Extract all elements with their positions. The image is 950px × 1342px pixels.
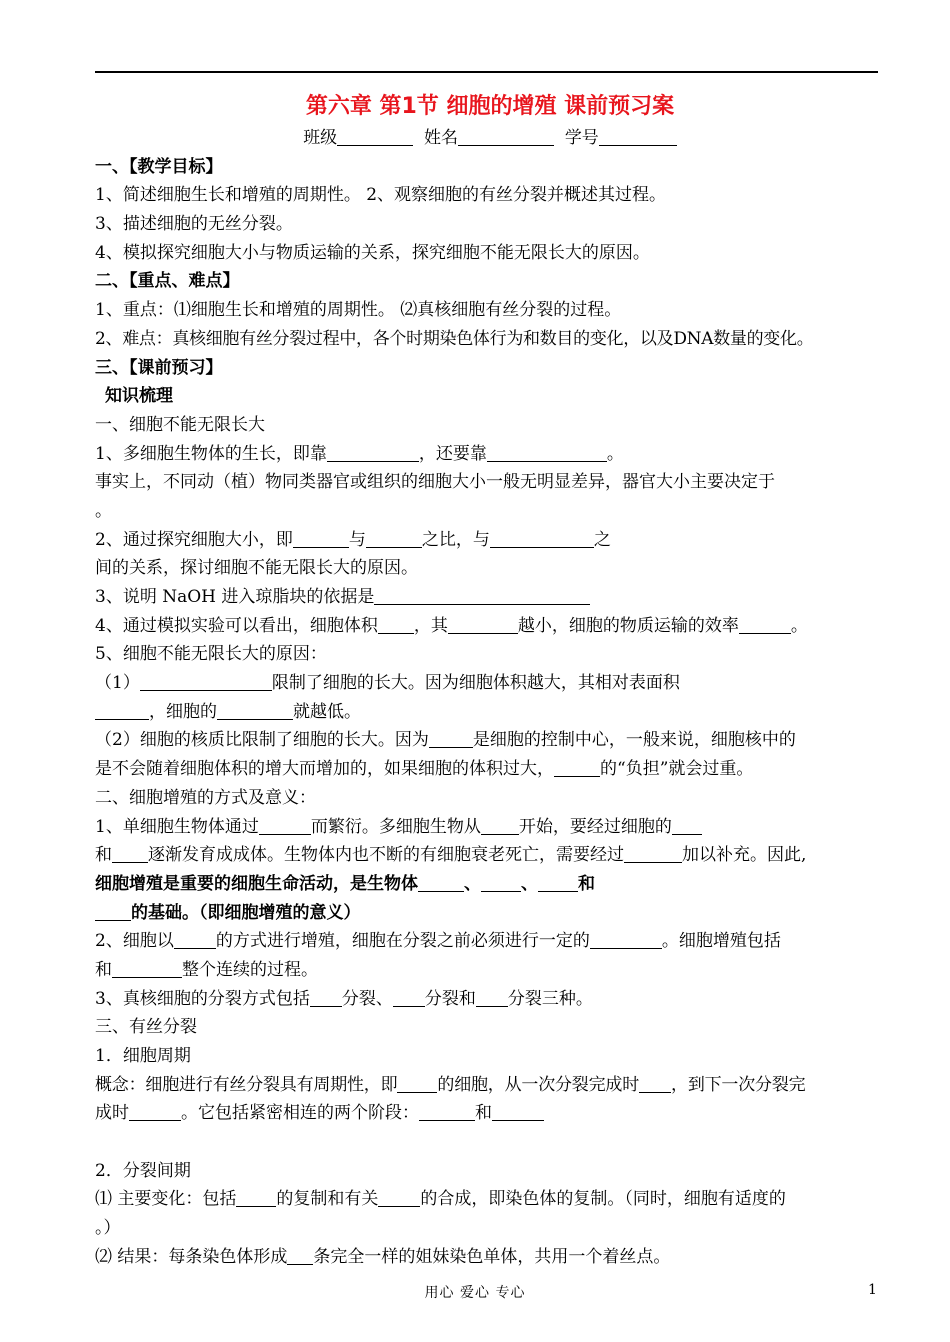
answer-blank[interactable] bbox=[95, 902, 131, 921]
text-line: 1．细胞周期 bbox=[95, 1046, 191, 1066]
section-heading: 二、【重点、难点】 bbox=[95, 271, 240, 292]
class-blank[interactable] bbox=[337, 127, 413, 146]
answer-blank[interactable] bbox=[538, 873, 578, 892]
worksheet-content bbox=[95, 90, 885, 1272]
fill-line: 细胞增殖是重要的细胞生命活动，是生物体 、 、 和 bbox=[95, 873, 595, 894]
fill-line: ⑵ 结果：每条染色体形成 条完全一样的姐妹染色单体，共用一个着丝点。 bbox=[95, 1246, 671, 1267]
answer-blank[interactable] bbox=[481, 816, 519, 835]
header-rule bbox=[95, 71, 878, 73]
answer-blank[interactable] bbox=[95, 701, 149, 720]
fill-line: 3、说明 NaOH 进入琼脂块的依据是 bbox=[95, 583, 885, 612]
answer-blank[interactable] bbox=[419, 1102, 475, 1121]
answer-blank[interactable] bbox=[476, 988, 508, 1007]
answer-blank[interactable] bbox=[374, 586, 590, 605]
text-line: 4、模拟探究细胞大小与物质运输的关系，探究细胞不能无限长大的原因。 bbox=[95, 242, 650, 263]
answer-blank[interactable] bbox=[293, 529, 349, 548]
section-heading: 三、【课前预习】 bbox=[95, 357, 223, 378]
fill-line: 成时 。它包括紧密相连的两个阶段： 和 bbox=[95, 1099, 885, 1128]
answer-blank[interactable] bbox=[639, 1074, 671, 1093]
part-heading: 一、细胞不能无限长大 bbox=[95, 414, 265, 435]
answer-blank[interactable] bbox=[739, 615, 791, 634]
fill-line: 3、真核细胞的分裂方式包括 分裂、 分裂和 分裂三种。 bbox=[95, 988, 593, 1009]
answer-blank[interactable] bbox=[310, 988, 342, 1007]
fill-line: 1、多细胞生物体的生长，即靠 ，还要靠 。 bbox=[95, 443, 624, 464]
answer-blank[interactable] bbox=[418, 873, 464, 892]
answer-blank[interactable] bbox=[378, 615, 414, 634]
fill-line: 的基础。（即细胞增殖的意义） bbox=[95, 899, 885, 928]
answer-blank[interactable] bbox=[217, 701, 293, 720]
answer-blank[interactable] bbox=[129, 1102, 181, 1121]
part-heading: 二、细胞增殖的方式及意义： bbox=[95, 787, 316, 808]
answer-blank[interactable] bbox=[327, 443, 419, 462]
name-blank[interactable] bbox=[458, 127, 554, 146]
answer-blank[interactable] bbox=[393, 988, 425, 1007]
page-footer: 用心 爱心 专心 bbox=[424, 1285, 526, 1301]
subsection-heading: 知识梳理 bbox=[105, 386, 173, 407]
fill-line: 概念：细胞进行有丝分裂具有周期性，即 的细胞，从一次分裂完成时 ，到下一次分裂完 bbox=[95, 1074, 806, 1095]
answer-blank[interactable] bbox=[672, 816, 702, 835]
answer-blank[interactable] bbox=[259, 816, 311, 835]
fill-line: 是不会随着细胞体积的增大而增加的，如果细胞的体积过大， 的“负担”就会过重。 bbox=[95, 759, 754, 780]
text-line: 事实上，不同动（植）物同类器官或组织的细胞大小一般无明显差异，器官大小主要决定于 bbox=[95, 472, 775, 493]
fill-line: 2、通过探究细胞大小，即 与 之比，与 之 bbox=[95, 529, 611, 550]
answer-blank[interactable] bbox=[554, 758, 600, 777]
answer-blank[interactable] bbox=[448, 615, 518, 634]
student-info-line: 班级 姓名 学号 bbox=[95, 124, 885, 153]
answer-blank[interactable] bbox=[429, 729, 473, 748]
answer-blank[interactable] bbox=[174, 930, 216, 949]
answer-blank[interactable] bbox=[112, 959, 182, 978]
answer-blank[interactable] bbox=[366, 529, 422, 548]
number-blank[interactable] bbox=[599, 127, 677, 146]
answer-blank[interactable] bbox=[490, 529, 594, 548]
answer-blank[interactable] bbox=[397, 1074, 437, 1093]
text-line: 1、简述细胞生长和增殖的周期性。 2、观察细胞的有丝分裂并概述其过程。 bbox=[95, 185, 667, 206]
fill-line: （2）细胞的核质比限制了细胞的长大。因为 是细胞的控制中心，一般来说，细胞核中的 bbox=[95, 730, 796, 751]
answer-blank[interactable] bbox=[112, 844, 148, 863]
fill-line: 和 逐渐发育成成体。生物体内也不断的有细胞衰老死亡，需要经过 加以补充。因此, bbox=[95, 845, 807, 866]
text-line: 5、细胞不能无限长大的原因： bbox=[95, 644, 327, 665]
part-heading: 三、有丝分裂 bbox=[95, 1017, 197, 1038]
text-line: 2．分裂间期 bbox=[95, 1160, 191, 1181]
fill-line: 2、细胞以 的方式进行增殖，细胞在分裂之前必须进行一定的 。细胞增殖包括 bbox=[95, 931, 781, 952]
spacer bbox=[95, 1128, 885, 1157]
page-number: 1 bbox=[868, 1282, 877, 1298]
text-line: 。 bbox=[95, 500, 112, 521]
text-line: 1、重点：⑴细胞生长和增殖的周期性。 ⑵真核细胞有丝分裂的过程。 bbox=[95, 300, 622, 321]
answer-blank[interactable] bbox=[140, 672, 272, 691]
fill-line: 4、通过模拟实验可以看出，细胞体积 ，其 越小，细胞的物质运输的效率 。 bbox=[95, 615, 808, 636]
page-title: 第六章 第1节 细胞的增殖 课前预习案 bbox=[305, 94, 675, 119]
answer-blank[interactable] bbox=[287, 1246, 313, 1265]
fill-line: ⑴ 主要变化：包括 的复制和有关 的合成，即染色体的复制。（同时，细胞有适度的 bbox=[95, 1189, 786, 1210]
answer-blank[interactable] bbox=[481, 873, 521, 892]
section-heading: 一、【教学目标】 bbox=[95, 156, 223, 177]
answer-blank[interactable] bbox=[236, 1188, 276, 1207]
answer-blank[interactable] bbox=[590, 930, 662, 949]
text-line: 。） bbox=[95, 1218, 121, 1239]
text-line: 间的关系，探讨细胞不能无限长大的原因。 bbox=[95, 558, 418, 579]
text-line: 3、描述细胞的无丝分裂。 bbox=[95, 214, 293, 235]
answer-blank[interactable] bbox=[624, 844, 682, 863]
fill-line: 和 整个连续的过程。 bbox=[95, 959, 318, 980]
fill-line: （1） 限制了细胞的长大。因为细胞体积越大，其相对表面积 bbox=[95, 673, 680, 694]
text-line: 2、难点：真核细胞有丝分裂过程中，各个时期染色体行为和数目的变化，以及DNA数量的变化。 bbox=[95, 328, 814, 349]
answer-blank[interactable] bbox=[487, 443, 607, 462]
answer-blank[interactable] bbox=[378, 1188, 420, 1207]
fill-line: 1、单细胞生物体通过 而繁衍。多细胞生物从 开始，要经过细胞的 bbox=[95, 813, 885, 842]
answer-blank[interactable] bbox=[492, 1102, 544, 1121]
fill-line: ，细胞的 就越低。 bbox=[95, 698, 885, 727]
